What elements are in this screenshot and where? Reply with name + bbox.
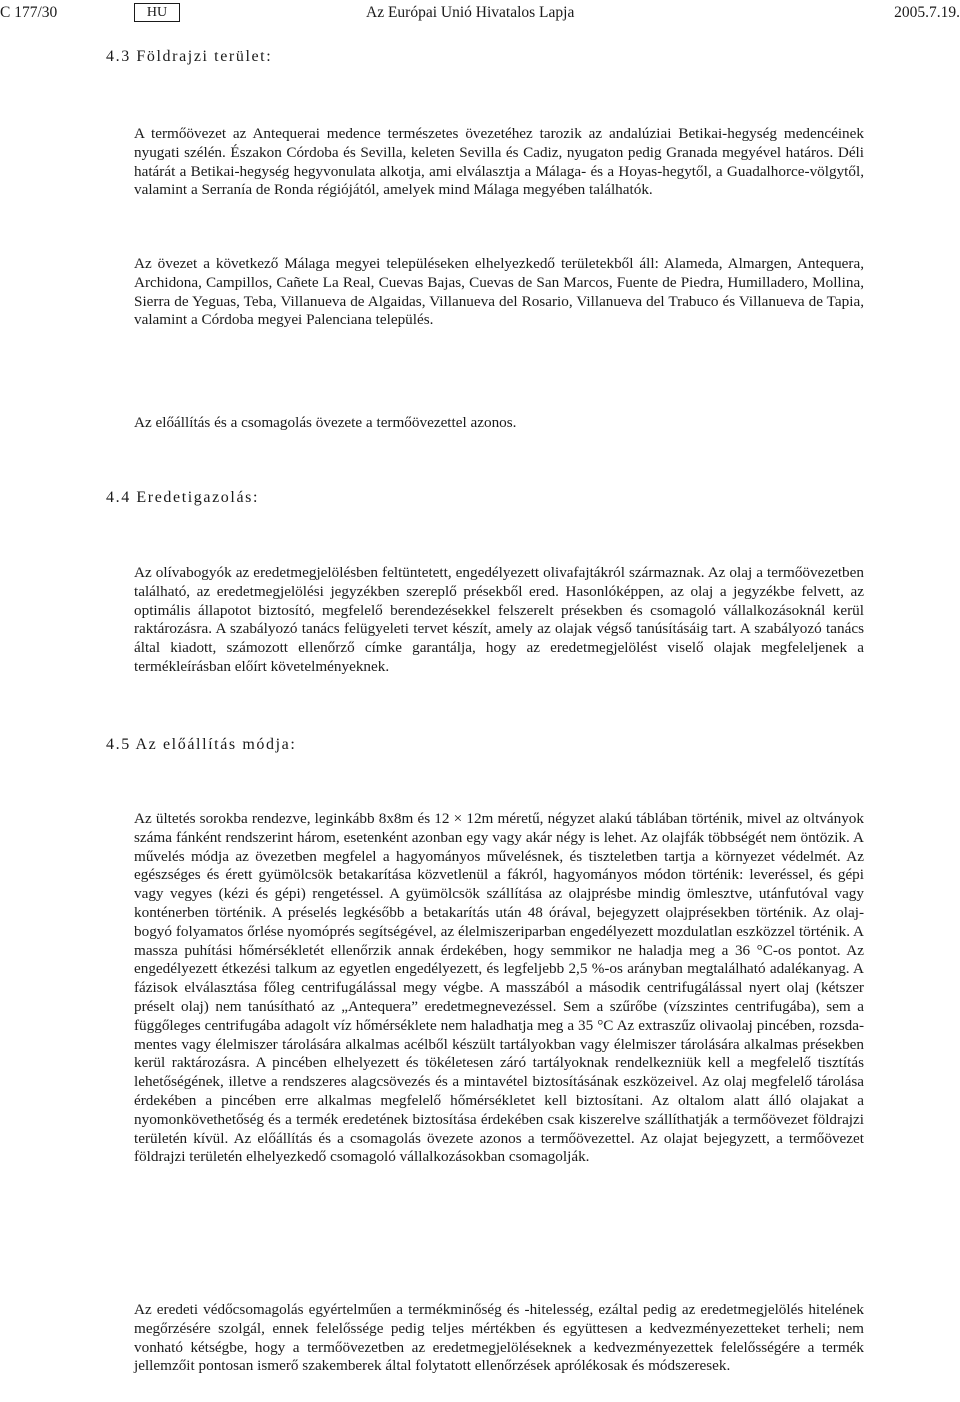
section-4-3-paragraph-1: A termőövezet az Antequerai medence természetes övezetéhez tarozik az andalúziai Betikai-hegység medencéinek nyugati szélén. Északon Córdoba és Sevilla, keleten Sevilla és Cadiz, nyugaton pedig Granada megyével határos. Déli határát a Betikai-hegység hegyvonulata alkotja, ami elválasztja a Málaga- és a Hoyas-hegytől, a Guadalhorce-völgytől, valamint a Serranía de Ronda régiójától, amelyek mind Málaga megyében találhatók. (134, 125, 864, 199)
section-4-3-paragraph-2: Az övezet a következő Málaga megyei településeken elhelyezkedő területekből áll: Alameda, Almargen, Antequera, Archidona, Campillos, Cañete La Real, Cuevas Bajas, Cuevas de San Marcos, Fuente de Piedra, Humilladero, Mollina, Sierra de Yeguas, Teba, Villanueva de Algaidas, Villanueva del Rosario, Villanueva del Trabuco és Villanueva de Tapia, valamint a Córdoba megyei Palenciana település. (134, 255, 864, 329)
section-4-3-paragraph-3: Az előállítás és a csomagolás övezete a termőövezettel azonos. (134, 414, 517, 431)
page-header (0, 4, 960, 24)
section-4-5-paragraph-1: Az ültetés sorokba rendezve, leginkább 8x8m és 12 × 12m méretű, négyzet alakú táblában történik, mivel az oltványok száma fánként rendszerint három, esetenként azonban egy vagy akár négy is lehet. Az olajfák többségét nem öntözik. A művelés módja az övezetben megfelel a hagyományos művelésnek, és tiszteletben tartja a környezet védelmét. Az egészséges és érett gyümölcsök betakarítása közvetlenül a fákról, hagyományos módon történik: leveréssel, és gépi vagy vegyes (kézi és gépi) rengetéssel. A gyümölcsök szállítása az olajprésbe mindig ömlesztve, utánfutóval vagy konténerben történik. A préselés legkésőbb a betakarítás után 48 órával, bejegyzett olajprésekben történik. Az olajbogyó folyamatos őrlése nyomóprés segítségével, az élelmiszeriparban engedélyezett mozdulatlan eszközzel történik. A massza puhítási hőmérsékletét ellenőrzik annak érdekében, hogy semmikor ne haladja meg a 36 °C-os pontot. Az engedélyezett étkezési talkum az egyetlen engedélyezett, és legfeljebb 2,5 %-os arányban megtalálható adalékanyag. A fázisok elválasztása főleg centrifugálással megy végbe. A masszából a második centrifugálással nyert olaj (kétszer préselt olaj) nem tanúsítható az „Antequera” eredetmegnevezéssel. Sem a szűrőbe (vízszintes centrifugába), sem a függőleges centrifugába adagolt víz hőmérséklete nem haladhatja meg a 35 °C Az extraszűz olivaolaj pincében, rozsdamentes vagy élelmiszer tárolására alkalmas acélből készült tartályokban vagy élelmiszer tárolására alkalmas présekben kerül raktározásra. A pincében elhelyezett és tökéletesen záró tartályoknak rendelkezniük kell a megfelelő tisztítás lehetőségének, illetve a rendszeres alagcsövezés és a mintavétel biztosításának eszközeivel. Az olaj megfelelő tárolása érdekében a pincében erre alkalmas megfelelő hőmérsékletet kell biztosítani. Az oltalom alatt álló olajakat a nyomonkövethetőség és a termék eredetének biztosítása érdekében csak kiszerelve szállíthatják a termőövezet földrajzi területén kívül. Az előállítás és a csomagolás övezete azonos a termőövezettel. Az olajat bejegyzett, a termőövezet földrajzi területén elhelyezkedő csomagoló vállalkozásokban csomagolják. (134, 810, 864, 1166)
section-heading-4-4: 4.4 Eredetigazolás: (106, 489, 260, 506)
journal-title: Az Európai Unió Hivatalos Lapja (366, 4, 575, 21)
page-number: C 177/30 (0, 4, 58, 21)
language-code-box: HU (134, 3, 180, 22)
section-heading-4-3: 4.3 Földrajzi terület: (106, 48, 273, 65)
section-4-5-paragraph-2: Az eredeti védőcsomagolás egyértelműen a termékminőség és -hitelesség, ezáltal pedig az eredetmegjelölés hitelének megőrzésére szolgál, ennek felelőssége pedig teljes mértékben és együttesen a kedvezményezetteket terheli; nem vonható kétségbe, hogy a termőövezetben az eredetmegjelöléseknek a kedvezményezettek felelősségére a termék jellemzőit pontosan ismerő szakemberek által folytatott ellenőrzések aprólékosak és módszeresek. (134, 1301, 864, 1375)
section-heading-4-5: 4.5 Az előállítás módja: (106, 736, 297, 753)
publication-date: 2005.7.19. (894, 4, 960, 21)
section-4-4-paragraph-1: Az olívabogyók az eredetmegjelölésben feltüntetett, engedélyezett olivafajtákról származnak. Az olaj a termőövezetben található, az eredetmegjelölési jegyzékben szereplő présekből ered. Hasonlóképpen, az olaj a jegyzékbe felvett, az optimális állapotot biztosító, megfelelő berendezésekkel felszerelt présekben és csomagoló vállalkozásoknál kerül raktározásra. A szabályozó tanács felügyeleti tervet készít, amely az olajak végső tanúsításáig tart. A szabályozó tanács által kiadott, számozott ellenőrző címke garantálja, hogy az eredetmegjelölést viselő olajak megfeleljenek a termékleírásban előírt követelményeknek. (134, 564, 864, 675)
